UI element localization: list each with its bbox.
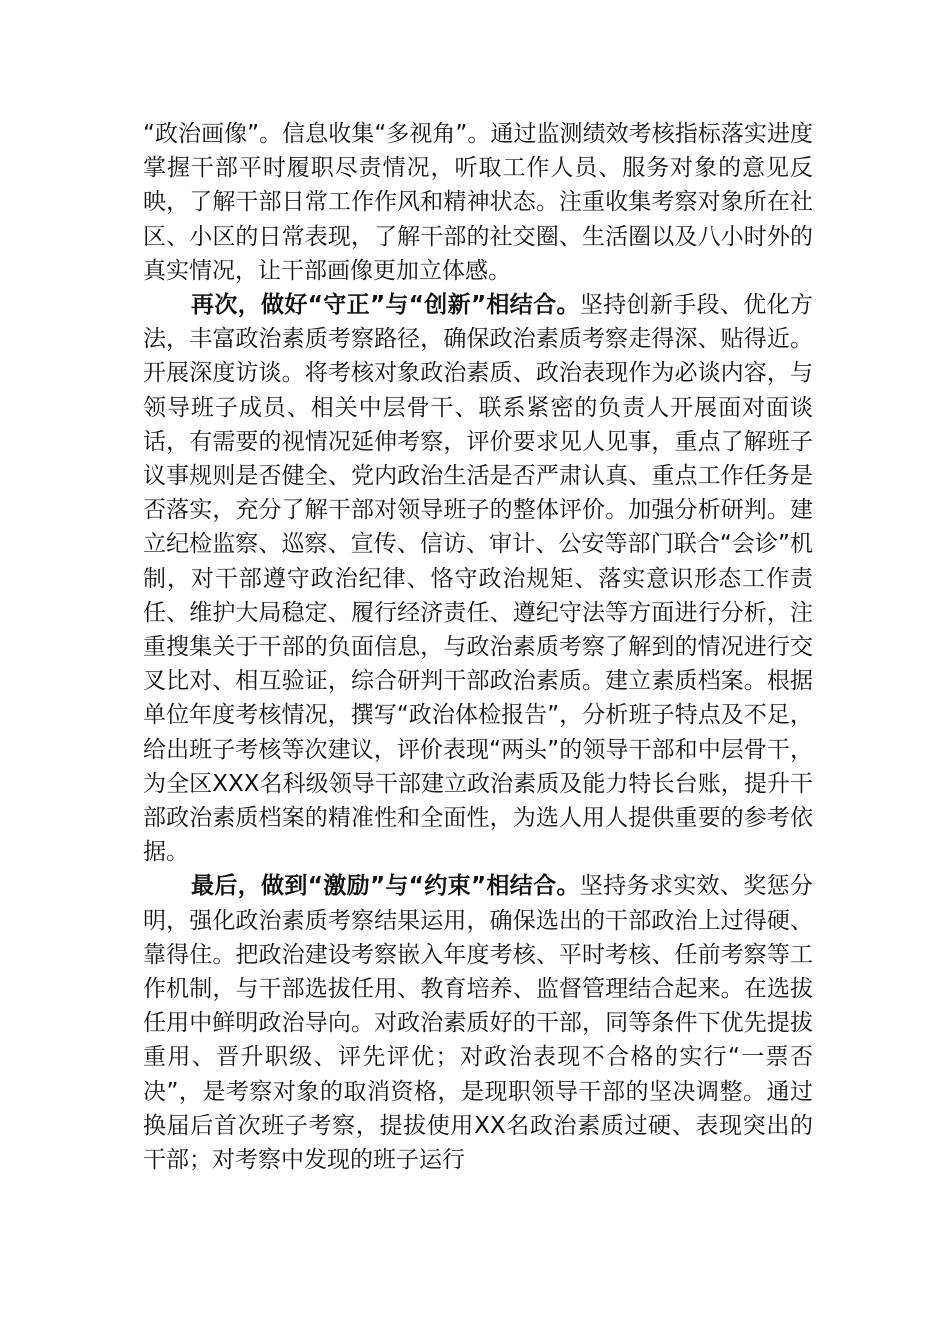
paragraph-innovation [143, 288, 813, 869]
paragraph-lead-heading: 最后，做到“激励”与“约束”相结合。 [191, 873, 580, 900]
paragraph-body: 坚持务求实效、奖惩分明，强化政治素质考察结果运用，确保选出的干部政治上过得硬、靠得住。把政治建设考察嵌入年度考核、平时考核、任前考察等工作机制，与干部选拔任用、教育培养、监督管理结合起来。在选拔任用中鲜明政治导向。对政治素质好的干部，同等条件下优先提拔重用、晋升职级、评先评优；对政治表现不合格的实行“一票否决”，是考察对象的取消资格，是现职领导干部的坚决调整。通过换届后首次班子考察，提拔使用XX名政治素质过硬、表现突出的干部；对考察中发现的班子运行 [143, 873, 814, 1174]
paragraph-lead-heading: 再次，做好“守正”与“创新”相结合。 [191, 292, 580, 319]
document-page [143, 117, 813, 1177]
paragraph-incentive-constraint [143, 869, 813, 1177]
paragraph-political-portrait [143, 117, 813, 288]
paragraph-body: “政治画像”。信息收集“多视角”。通过监测绩效考核指标落实进度掌握干部平时履职尽责情况，听取工作人员、服务对象的意见反映，了解干部日常工作作风和精神状态。注重收集考察对象所在社区、小区的日常表现，了解干部的社交圈、生活圈以及八小时外的真实情况，让干部画像更加立体感。 [143, 121, 813, 284]
paragraph-body: 坚持创新手段、优化方法，丰富政治素质考察路径，确保政治素质考察走得深、贴得近。开展深度访谈。将考核对象政治素质、政治表现作为必谈内容，与领导班子成员、相关中层骨干、联系紧密的负责人开展面对面谈话，有需要的视情况延伸考察，评价要求见人见事，重点了解班子议事规则是否健全、党内政治生活是否严肃认真、重点工作任务是否落实，充分了解干部对领导班子的整体评价。加强分析研判。建立纪检监察、巡察、宣传、信访、审计、公安等部门联合“会诊”机制，对干部遵守政治纪律、恪守政治规矩、落实意识形态工作责任、维护大局稳定、履行经济责任、遵纪守法等方面进行分析，注重搜集关于干部的负面信息，与政治素质考察了解到的情况进行交叉比对、相互验证，综合研判干部政治素质。建立素质档案。根据单位年度考核情况，撰写“政治体检报告”，分析班子特点及不足，给出班子考核等次建议，评价表现“两头”的领导干部和中层骨干，为全区XXX名科级领导干部建立政治素质及能力特长台账，提升干部政治素质档案的精准性和全面性，为选人用人提供重要的参考依据。 [143, 292, 814, 866]
